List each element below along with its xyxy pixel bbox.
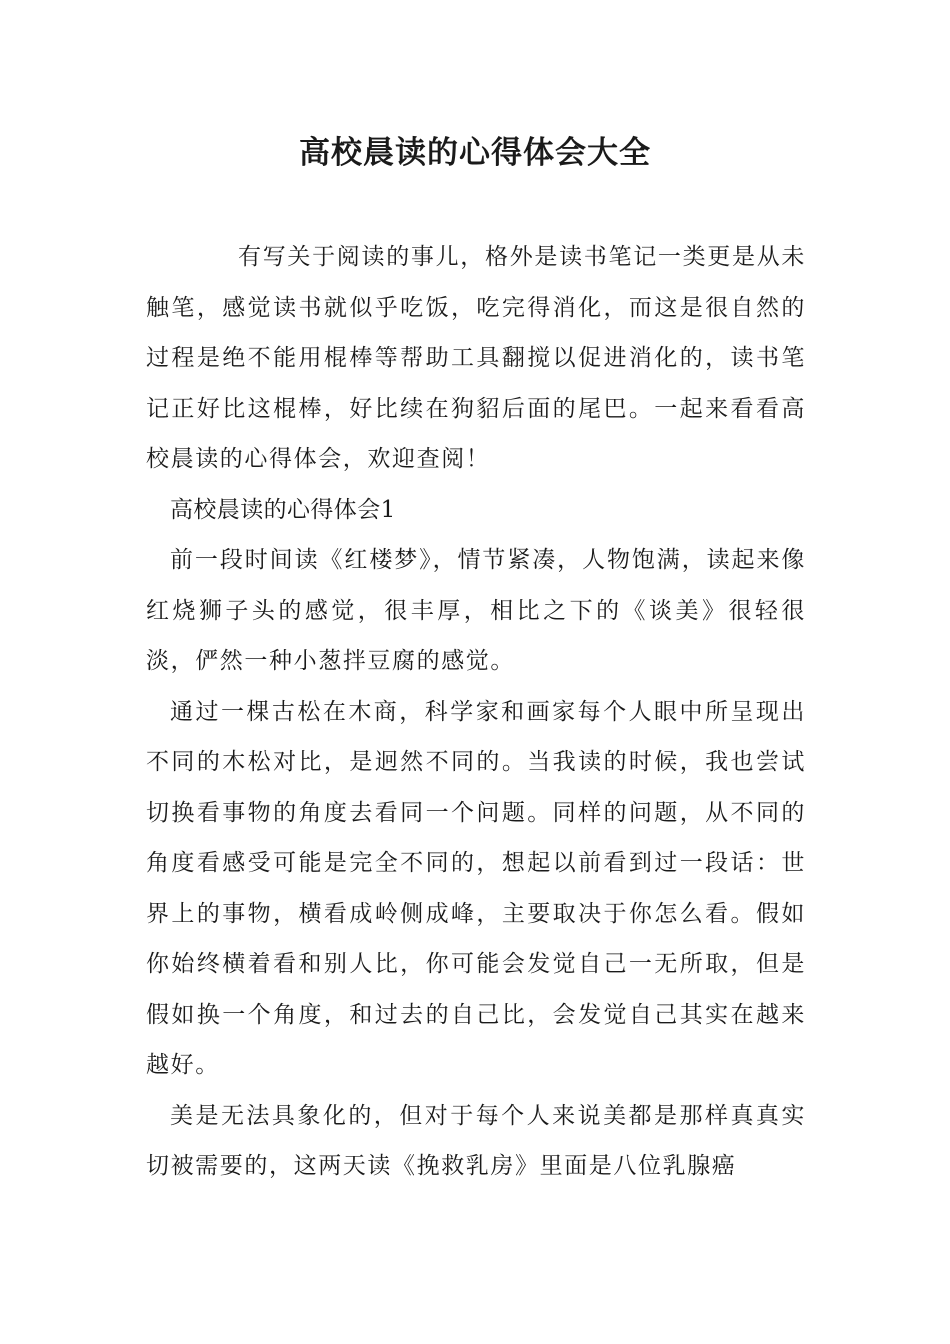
intro-paragraph: 有写关于阅读的事儿，格外是读书笔记一类更是从未触笔，感觉读书就似乎吃饭，吃完得消化，而这是很自然的过程是绝不能用棍棒等帮助工具翻搅以促进消化的，读书笔记正好比这棍棒，好比续在狗貂后面的尾巴。一起来看看高校晨读的心得体会，欢迎查阅！ (146, 244, 806, 472)
body-paragraph: 美是无法具象化的，但对于每个人来说美都是那样真真实切被需要的，这两天读《挽救乳房》里面是八位乳腺癌 (146, 1102, 806, 1179)
section-heading: 高校晨读的心得体会1 (170, 496, 396, 523)
document-body (146, 232, 806, 1192)
body-paragraph: 通过一棵古松在木商，科学家和画家每个人眼中所呈现出不同的木松对比，是迥然不同的。当我读的时候，我也尝试切换看事物的角度去看同一个问题。同样的问题，从不同的角度看感受可能是完全不同的，想起以前看到过一段话：世界上的事物，横看成岭侧成峰，主要取决于你怎么看。假如你始终横着看和别人比，你可能会发觉自己一无所取，但是假如换一个角度，和过去的自己比，会发觉自己其实在越来越好。 (146, 698, 806, 1078)
document-title: 高校晨读的心得体会大全 (299, 135, 651, 171)
body-paragraph: 前一段时间读《红楼梦》，情节紧凑，人物饱满，读起来像红烧狮子头的感觉，很丰厚，相比之下的《谈美》很轻很淡，俨然一种小葱拌豆腐的感觉。 (146, 547, 806, 674)
